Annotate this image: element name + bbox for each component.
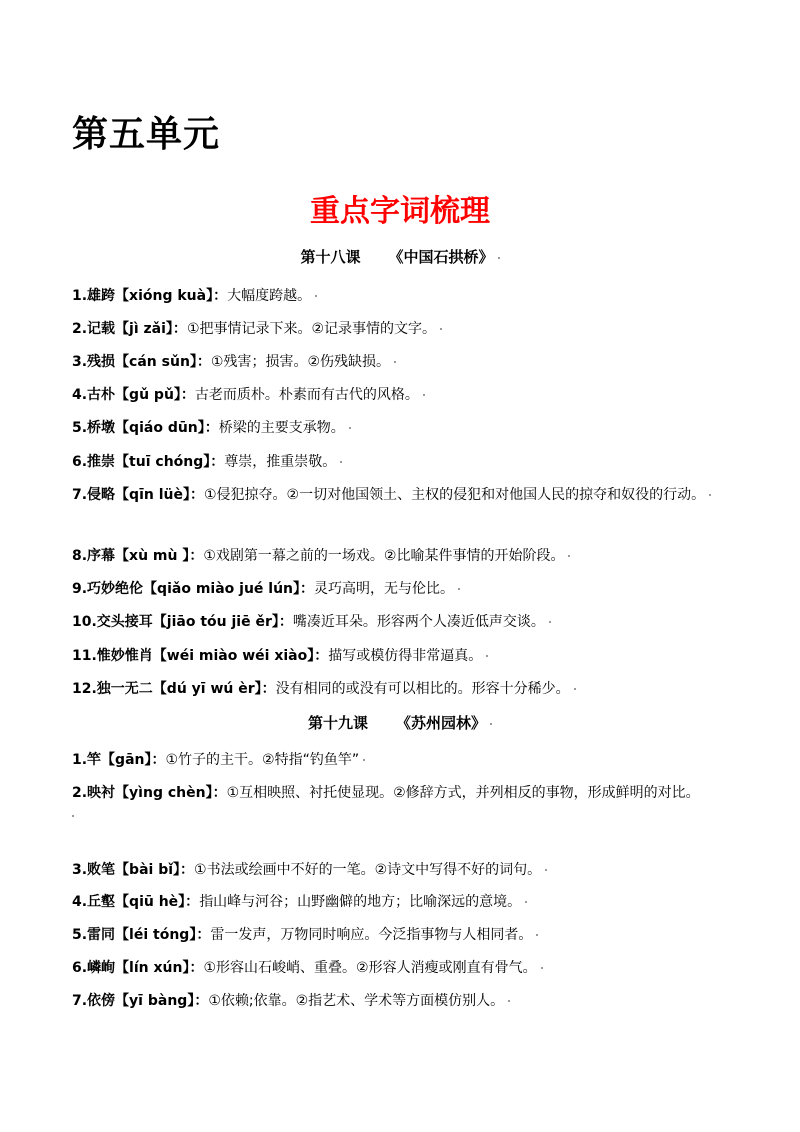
vocab-definition: 没有相同的或没有可以相比的。形容十分稀少。 <box>275 681 570 697</box>
vocab-definition: 描写或模仿得非常逼真。 <box>328 648 483 664</box>
lesson-heading-19 <box>0 712 800 733</box>
vocab-definition: 指山峰与河谷；山野幽僻的地方；比喻深远的意境。 <box>199 894 522 910</box>
vocab-entry <box>72 280 742 312</box>
unit-title: 第五单元 <box>72 114 221 155</box>
vocab-term: 3.败笔【bài bǐ】： <box>72 862 195 878</box>
vocab-definition: 桥梁的主要支承物。 <box>218 420 345 436</box>
vocab-term: 3.残损【cán sǔn】： <box>72 354 211 370</box>
lesson-name: 《中国石拱桥》 <box>388 248 494 266</box>
vocab-term: 1.竿【gān】： <box>72 752 166 768</box>
vocab-term: 11.惟妙惟肖【wéi miào wéi xiào】： <box>72 648 329 664</box>
vocab-entry <box>72 640 742 672</box>
vocab-definition: 嘴凑近耳朵。形容两个人凑近低声交谈。 <box>292 614 545 630</box>
vocab-term: 7.侵略【qīn lüè】： <box>72 487 204 503</box>
vocab-entry <box>72 412 742 444</box>
vocab-entry <box>72 919 742 951</box>
vocab-entry <box>72 777 762 809</box>
vocab-term: 1.雄跨【xióng kuà】： <box>72 288 228 304</box>
vocab-definition: ①竹子的主干。②特指“钓鱼竿” <box>165 752 360 768</box>
vocab-definition: ①戏剧第一幕之前的一场戏。②比喻某件事情的开始阶段。 <box>203 548 565 564</box>
lesson-number: 第十九课 <box>307 714 368 732</box>
vocab-entry <box>72 985 742 1017</box>
vocab-definition: ①把事情记录下来。②记录事情的文字。 <box>186 321 437 337</box>
lesson-number: 第十八课 <box>300 248 361 266</box>
vocab-entry <box>72 446 742 478</box>
vocab-term: 6.推崇【tuī chóng】： <box>72 454 225 470</box>
vocab-entry <box>72 540 742 572</box>
vocab-entry <box>72 606 742 638</box>
vocab-entry <box>72 886 742 918</box>
vocab-term: 5.桥墩【qiáo dūn】： <box>72 420 219 436</box>
vocab-term: 9.巧妙绝伦【qiǎo miào jué lún】： <box>72 581 315 597</box>
vocab-definition: ①形容山石峻峭、重叠。②形容人消瘦或刚直有骨气。 <box>203 960 537 976</box>
vocab-term: 4.丘壑【qiū hè】： <box>72 894 200 910</box>
vocab-definition: 古老而质朴。朴素而有古代的风格。 <box>194 387 419 403</box>
vocab-entry <box>72 673 742 705</box>
vocab-term: 6.嶙峋【lín xún】： <box>72 960 204 976</box>
vocab-definition: ①残害；损害。②伤残缺损。 <box>210 354 391 370</box>
vocab-term: 2.记载【jì zǎi】： <box>72 321 187 337</box>
vocab-definition: 雷一发声，万物同时响应。今泛指事物与人相同者。 <box>210 927 533 943</box>
vocab-term: 2.映衬【yìng chèn】： <box>72 785 227 801</box>
vocab-entry <box>72 479 742 511</box>
vocab-definition: 灵巧高明，无与伦比。 <box>314 581 455 597</box>
vocab-definition: ①互相映照、衬托使显现。②修辞方式，并列相反的事物，形成鲜明的对比。 <box>226 785 700 801</box>
vocab-definition: ①依赖;依靠。②指艺术、学术等方面模仿别人。 <box>208 993 505 1009</box>
vocab-term: 4.古朴【gǔ pǔ】： <box>72 387 195 403</box>
vocab-term: 12.独一无二【dú yī wú èr】： <box>72 681 276 697</box>
vocab-definition: ①书法或绘画中不好的一笔。②诗文中写得不好的词句。 <box>194 862 542 878</box>
lesson-name: 《苏州园林》 <box>396 714 487 732</box>
vocab-term: 8.序幕【xù mù 】： <box>72 548 204 564</box>
vocab-entry <box>72 952 742 984</box>
vocab-definition: 大幅度跨越。 <box>227 288 312 304</box>
vocab-term: 10.交头接耳【jiāo tóu jiē ěr】： <box>72 614 293 630</box>
vocab-entry <box>72 313 742 345</box>
vocab-entry <box>72 379 742 411</box>
vocab-entry <box>72 346 742 378</box>
vocab-term: 7.依傍【yī bàng】： <box>72 993 209 1009</box>
vocab-definition: ①侵犯掠夺。②一切对他国领土、主权的侵犯和对他国人民的掠夺和奴役的行动。 <box>203 487 706 503</box>
vocab-definition: 尊崇，推重崇敬。 <box>224 454 337 470</box>
vocab-entry <box>72 744 742 776</box>
lesson-heading-18 <box>0 246 800 267</box>
vocab-term: 5.雷同【léi tóng】： <box>72 927 211 943</box>
main-title: 重点字词梳理 <box>310 194 490 229</box>
vocab-entry <box>72 573 742 605</box>
vocab-entry <box>72 854 742 886</box>
paragraph-mark <box>72 815 74 817</box>
